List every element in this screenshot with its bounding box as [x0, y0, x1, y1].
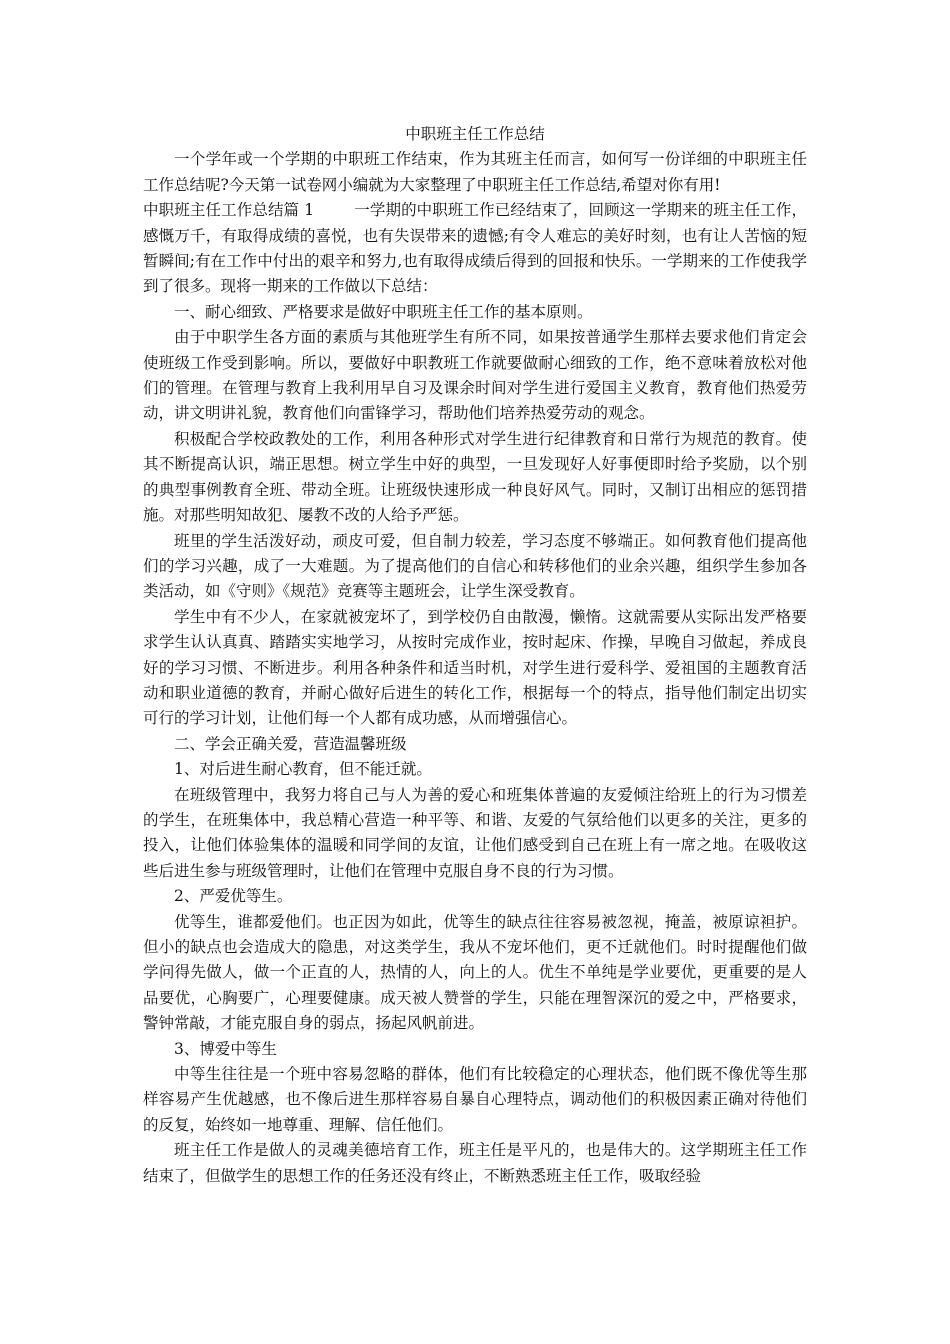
- piece-opening: 一学期的中职班工作已经结束了，回顾这一学期来的班主任工作，感慨万千，有取得成绩的喜悦，也有失误带来的遗憾;有令人难忘的美好时刻，也有让人苦恼的短暂瞬间;有在工作中付出的艰辛和努力,也有取得成绩后得到的回报和快乐。一学期来的工作使我学到了很多。现将一期来的工作做以下总结：: [143, 201, 807, 296]
- subsection-1-paragraph: 在班级管理中，我努力将自己与人为善的爱心和班集体普遍的友爱倾注给班上的行为习惯差的学生，在班集体中，我总精心营造一种平等、和谐、友爱的气氛给他们以更多的关注，更多的投入，让他们体验集体的温暖和同学间的友谊，让他们感受到自己在班上有一席之地。在吸收这些后进生参与班级管理时，让他们在管理中克服自身不良的行为习惯。: [143, 785, 807, 880]
- section-1-paragraph-3: 班里的学生活泼好动，顽皮可爱，但自制力较差，学习态度不够端正。如何教育他们提高他们的学习兴趣，成了一大难题。为了提高他们的自信心和转移他们的业余兴趣，组织学生参加各类活动，如《守则》《规范》竞赛等主题班会，让学生深受教育。: [143, 531, 807, 601]
- piece-label: 中职班主任工作总结篇 1: [143, 201, 315, 220]
- subsection-2-paragraph: 优等生，谁都爱他们。也正因为如此，优等生的缺点往往容易被忽视，掩盖，被原谅袒护。但小的缺点也会造成大的隐患，对这类学生，我从不宠坏他们，更不迁就他们。时时提醒他们做学问得先做人，做一个正直的人，热情的人，向上的人。优生不单纯是学业要优，更重要的是人品要优，心胸要广，心理要健康。成天被人赞誉的学生，只能在理智深沉的爱之中，严格要求，警钟常敲，才能克服自身的弱点，扬起风帆前进。: [143, 912, 807, 1033]
- subsection-2-heading: 2、严爱优等生。: [174, 887, 293, 906]
- piece-paragraph: [143, 198, 807, 300]
- document-page: [143, 122, 807, 1189]
- intro-paragraph: 一个学年或一个学期的中职班工作结束，作为其班主任而言，如何写一份详细的中职班主任工作总结呢?今天第一试卷网小编就为大家整理了中职班主任工作总结,希望对你有用!: [143, 150, 807, 194]
- section-1-paragraph-4: 学生中有不少人，在家就被宠坏了，到学校仍自由散漫，懒惰。这就需要从实际出发严格要求学生认认真真、踏踏实实地学习，从按时完成作业，按时起床、作操，早晚自习做起，养成良好的学习习惯、不断进步。利用各种条件和适当时机，对学生进行爱科学、爱祖国的主题教育活动和职业道德的教育，并耐心做好后进生的转化工作，根据每一个的特点，指导他们制定出切实可行的学习计划，让他们每一个人都有成功感，从而增强信心。: [143, 607, 807, 728]
- subsection-1-heading: 1、对后进生耐心教育，但不能迁就。: [174, 760, 432, 779]
- section-1-heading: 一、耐心细致、严格要求是做好中职班主任工作的基本原则。: [174, 302, 593, 321]
- closing-paragraph: 班主任工作是做人的灵魂美德培育工作，班主任是平凡的，也是伟大的。这学期班主任工作结束了，但做学生的思想工作的任务还没有终止，不断熟悉班主任工作，吸取经验: [143, 1141, 807, 1185]
- section-1-paragraph-1: 由于中职学生各方面的素质与其他班学生有所不同，如果按普通学生那样去要求他们肯定会使班级工作受到影响。所以，要做好中职教班工作就要做耐心细致的工作，绝不意味着放松对他们的管理。在管理与教育上我利用早自习及课余时间对学生进行爱国主义教育，教育他们热爱劳动，讲文明讲礼貌，教育他们向雷锋学习，帮助他们培养热爱劳动的观念。: [143, 328, 807, 423]
- section-1-paragraph-2: 积极配合学校政教处的工作，利用各种形式对学生进行纪律教育和日常行为规范的教育。使其不断提高认识，端正思想。树立学生中好的典型，一旦发现好人好事便即时给予奖励，以个别的典型事例教育全班、带动全班。让班级快速形成一种良好风气。同时，又制订出相应的惩罚措施。对那些明知故犯、屡教不改的人给予严惩。: [143, 429, 807, 525]
- document-title: 中职班主任工作总结: [405, 125, 545, 143]
- section-2-heading: 二、学会正确关爱，营造温馨班级: [174, 734, 407, 753]
- subsection-3-paragraph: 中等生往往是一个班中容易忽略的群体，他们有比较稳定的心理状态，他们既不像优等生那样容易产生优越感，也不像后进生那样容易自暴自心理特点，调动他们的积极因素正确对待他们的反复，始终如一地尊重、理解、信任他们。: [143, 1065, 807, 1134]
- subsection-3-heading: 3、博爱中等生: [174, 1039, 277, 1058]
